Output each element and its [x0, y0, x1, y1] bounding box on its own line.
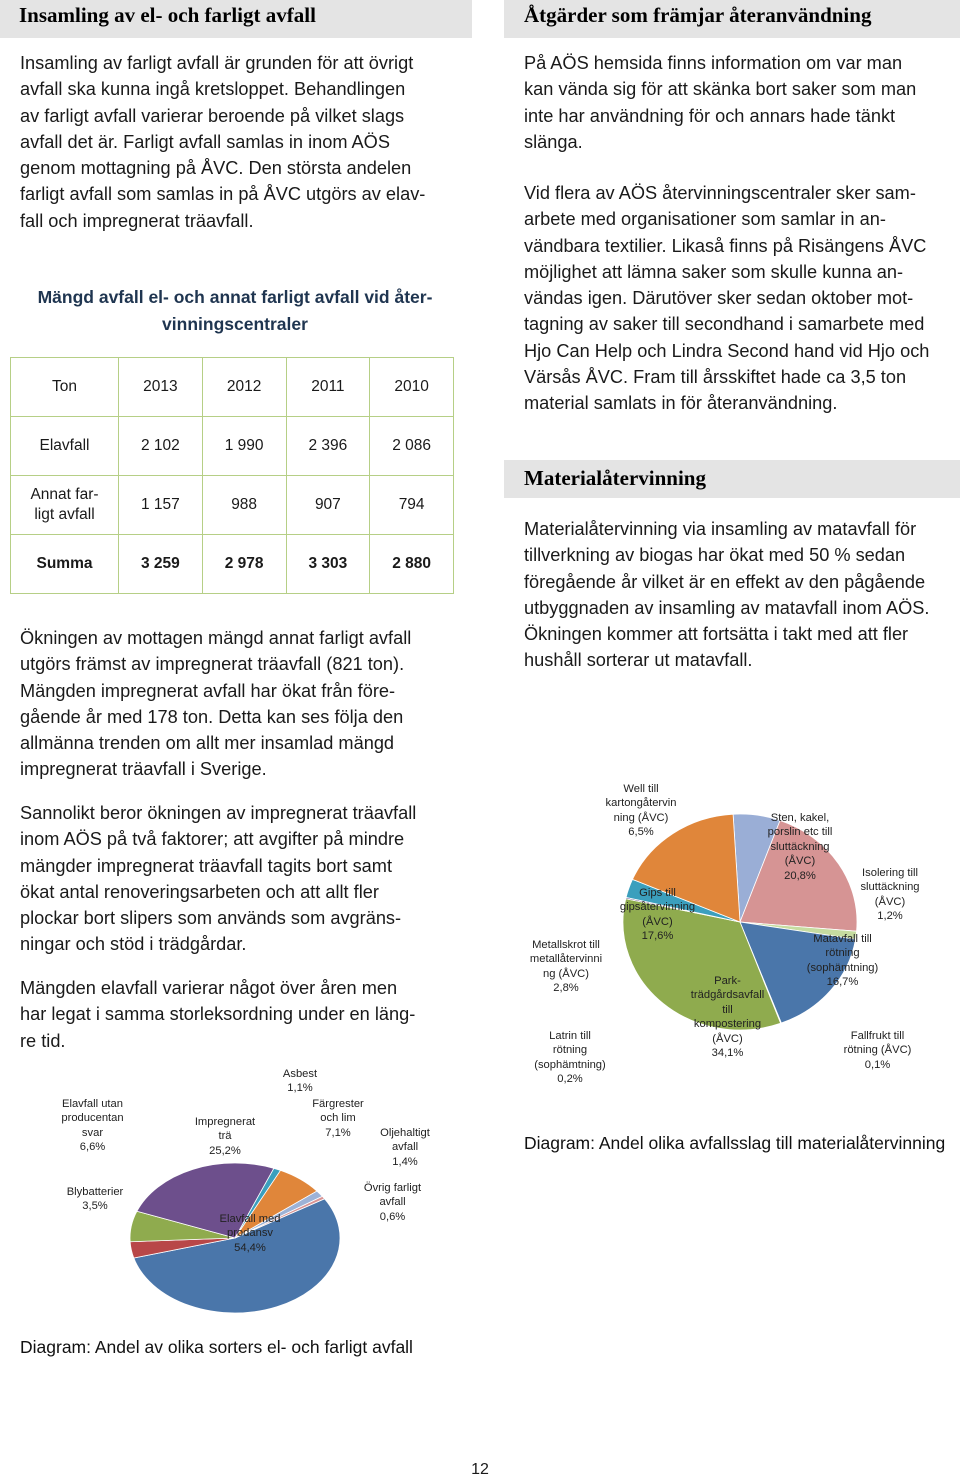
- table-cell: 2 396: [286, 417, 370, 476]
- pie-data-label-line: kartongåtervin: [605, 797, 677, 810]
- paragraph-website-info: [524, 50, 960, 155]
- text-line: vändbara textilier. Likaså finns på Risängens ÅVC: [524, 235, 927, 256]
- pie-data-label-line: 0,6%: [379, 1210, 406, 1223]
- pie-data-label-line: 0,1%: [864, 1058, 891, 1071]
- pie-data-label-line: Impregnerat: [194, 1116, 256, 1128]
- text-line: plockar bort slipers som används som avgräns-: [20, 908, 402, 929]
- table-cell: 1 157: [119, 476, 203, 535]
- pie-data-label-line: (sophämtning): [534, 1058, 606, 1071]
- pie-data-label-line: 2,8%: [553, 982, 579, 995]
- pie-data-label-line: producentan: [61, 1112, 124, 1125]
- text-line: gående år med 178 ton. Detta kan ses följa den: [20, 706, 404, 727]
- text-line: av farligt avfall varierar beroende på vilket slags: [20, 105, 405, 126]
- pie-data-label-line: rötning: [552, 1044, 588, 1057]
- text-line: Vid flera av AÖS återvinningscentraler sker sam-: [524, 183, 916, 203]
- section-heading-farligt-avfall: Insamling av el- och farligt avfall: [0, 0, 472, 38]
- text-line: föregående år vilket är en effekt av den pågående: [524, 571, 926, 592]
- pie-data-label-line: Gips till: [639, 887, 676, 899]
- pie-data-label-line: svar: [81, 1126, 104, 1139]
- pie-data-label: [596, 782, 686, 840]
- pie-data-label-line: gipsåtervinning: [619, 901, 696, 914]
- table-row-label: Summa: [11, 535, 119, 594]
- pie-data-label-line: till: [722, 1003, 733, 1016]
- text-line: avfall det är. Farligt avfall samlas in inom AÖS: [20, 131, 390, 152]
- table-cell: 988: [202, 476, 286, 535]
- text-line: tillverkning av biogas har ökat med 50 % sedan: [524, 545, 906, 566]
- pie-data-label-line: trädgårdsavfall: [690, 989, 765, 1002]
- text-line: impregnerat träavfall i Sverige.: [20, 759, 267, 780]
- text-line: Ökningen av mottagen mängd annat farligt avfall: [20, 628, 412, 648]
- text-line: genom mottagning på ÅVC. Den största andelen: [20, 158, 412, 179]
- text-line: re tid.: [20, 1030, 66, 1051]
- text-line: Sannolikt beror ökningen av impregnerat träavfall: [20, 803, 417, 823]
- pie-data-label-line: Elavfall utan: [62, 1098, 123, 1110]
- paragraph-cooperation: [524, 180, 960, 417]
- pie-data-label-line: porslin etc till: [767, 826, 833, 839]
- text-line: slänga.: [524, 131, 583, 152]
- pie-data-label: [522, 938, 610, 996]
- pie-data-label-line: ng (ÅVC): [542, 967, 589, 980]
- pie-data-label-line: sluttäckning: [770, 840, 830, 853]
- pie-data-label: [850, 866, 930, 924]
- pie-data-label-line: Asbest: [282, 1068, 318, 1080]
- table-header-cell: 2011: [286, 358, 370, 417]
- text-line: inte har användning för och annars hade tänkt: [524, 105, 896, 126]
- table-header-cell: 2010: [370, 358, 454, 417]
- table-header-row: [11, 358, 454, 417]
- chart-caption-hazardous: Diagram: Andel av olika sorters el- och farligt avfall: [20, 1337, 413, 1357]
- table-header-cell: 2012: [202, 358, 286, 417]
- text-line: utbyggnaden av insamling av matavfall inom AÖS.: [524, 597, 930, 618]
- text-line: har legat i samma storleksordning under en läng-: [20, 1004, 416, 1025]
- pie-data-label-line: prodansv: [226, 1227, 274, 1240]
- pie-data-label: [835, 1029, 920, 1072]
- text-line: Insamling av farligt avfall är grunden för att övrigt: [20, 53, 414, 73]
- table-row-label: Elavfall: [11, 417, 119, 476]
- pie-data-label-line: 1,2%: [877, 910, 903, 923]
- pie-data-label-line: Park-: [714, 975, 741, 987]
- table-row: [11, 417, 454, 476]
- pie-data-label-line: och lim: [320, 1112, 356, 1125]
- table-cell: 3 259: [119, 535, 203, 594]
- pie-data-label-line: (ÅVC): [642, 915, 673, 928]
- text-line: mängder impregnerat träavfall tagits bort samt: [20, 855, 393, 876]
- pie-data-label: [530, 1029, 610, 1087]
- text-line: kan vända sig för att skänka bort saker som man: [524, 79, 917, 100]
- table-cell: 3 303: [286, 535, 370, 594]
- table-row-summary: [11, 535, 454, 594]
- pie-data-label-line: 7,1%: [325, 1126, 351, 1139]
- waste-amount-table: [10, 357, 454, 594]
- text-line: arbete med organisationer som samlar in an-: [524, 209, 886, 230]
- pie-data-label: [365, 1126, 445, 1169]
- table-row-label: [11, 476, 119, 535]
- text-line: ökat antal renoveringsarbeten och att allt fler: [20, 881, 379, 902]
- pie-data-label-line: 6,5%: [628, 826, 654, 839]
- section-heading-reuse: Åtgärder som främjar återanvändning: [504, 0, 960, 38]
- table-header-cell: 2013: [119, 358, 203, 417]
- pie-data-label-line: 1,4%: [392, 1155, 418, 1168]
- pie-data-label-line: Övrig farligt: [363, 1182, 422, 1194]
- pie-data-label: [760, 811, 840, 883]
- table-header-cell: Ton: [11, 358, 119, 417]
- table-row: [11, 476, 454, 535]
- text-line: Ökningen kommer att fortsätta i takt med att fler: [524, 624, 909, 645]
- pie-data-label-line: Färgrester: [312, 1098, 364, 1110]
- pie-data-label-line: 25,2%: [209, 1144, 241, 1157]
- table-cell: 1 990: [202, 417, 286, 476]
- table-cell: 2 880: [370, 535, 454, 594]
- pie-data-label: [615, 886, 700, 944]
- table-cell: 2 978: [202, 535, 286, 594]
- pie-data-label-line: (sophämtning): [806, 961, 879, 974]
- text-line: material samlats in för återanvändning.: [524, 393, 838, 414]
- page-number: 12: [471, 1461, 489, 1478]
- pie-data-label-line: rötning (ÅVC): [843, 1044, 912, 1057]
- pie-data-label-line: (ÅVC): [784, 855, 816, 868]
- pie-data-label-line: 16,7%: [826, 976, 859, 989]
- paragraph-electronic-waste: [20, 975, 470, 1054]
- paragraph-material-recycling: [524, 516, 960, 674]
- pie-data-label-line: Elavfall med: [219, 1213, 281, 1225]
- text-line: tagning av saker till secondhand i samarbete med: [524, 314, 925, 335]
- table-title: [20, 284, 450, 337]
- pie-data-label-line: avfall: [391, 1141, 419, 1154]
- text-line: möjlighet att lämna saker som skulle kunna an-: [524, 261, 904, 282]
- text-line: Värsås ÅVC. Fram till årsskiftet hade ca 3,5 ton: [524, 367, 907, 388]
- chart-caption-material: Diagram: Andel olika avfallsslag till materialåtervinning: [524, 1133, 946, 1153]
- pie-data-label-line: (ÅVC): [712, 1032, 743, 1045]
- pie-data-label: [800, 932, 885, 990]
- text-line: farligt avfall som samlas in på ÅVC utgörs av elav-: [20, 184, 426, 205]
- table-cell: 794: [370, 476, 454, 535]
- text-line: På AÖS hemsida finns information om var man: [524, 53, 903, 73]
- pie-data-label: [180, 1115, 270, 1158]
- pie-data-label-line: Matavfall till: [813, 933, 872, 945]
- table-title-line: vinningscentraler: [162, 313, 308, 334]
- pie-data-label-line: Latrin till: [549, 1030, 591, 1042]
- pie-data-label-line: metallåtervinni: [529, 953, 603, 966]
- pie-data-label-line: Fallfrukt till: [850, 1030, 905, 1042]
- table-row-label-line: ligt avfall: [34, 506, 95, 523]
- pie-data-label-line: Well till: [623, 783, 659, 795]
- pie-data-label: [55, 1185, 135, 1214]
- paragraph-impregnated-wood: [20, 625, 470, 783]
- pie-data-label-line: Isolering till: [862, 867, 918, 879]
- pie-data-label-line: 34,1%: [711, 1047, 744, 1060]
- text-line: allmänna trenden om allt mer insamlad mängd: [20, 733, 395, 754]
- pie-data-label: [350, 1181, 435, 1224]
- text-line: hushåll sorterar ut matavfall.: [524, 650, 753, 671]
- pie-data-label-line: 0,2%: [557, 1073, 583, 1086]
- pie-data-label-line: 54,4%: [234, 1241, 266, 1254]
- pie-data-label-line: Metallskrot till: [532, 939, 600, 951]
- table-title-line: Mängd avfall el- och annat farligt avfall vid åter-: [37, 287, 433, 307]
- text-line: fall och impregnerat träavfall.: [20, 210, 254, 231]
- text-line: Mängden impregnerat avfall har ökat från före-: [20, 680, 396, 701]
- pie-data-label: [50, 1097, 135, 1155]
- table-cell: 2 102: [119, 417, 203, 476]
- table-cell: 2 086: [370, 417, 454, 476]
- text-line: Materialåtervinning via insamling av matavfall för: [524, 519, 917, 539]
- pie-data-label-line: avfall: [379, 1196, 406, 1209]
- pie-data-label-line: Sten, kakel,: [770, 812, 830, 824]
- pie-data-label-line: 1,1%: [287, 1082, 313, 1095]
- pie-data-label-line: Blybatterier: [66, 1186, 124, 1198]
- pie-data-label-line: 20,8%: [784, 869, 816, 882]
- pie-data-label-line: kompostering: [693, 1018, 762, 1031]
- pie-data-label: [205, 1212, 295, 1255]
- text-line: avfall ska kunna ingå kretsloppet. Behandlingen: [20, 79, 406, 100]
- pie-data-label-line: Oljehaltigt: [380, 1127, 430, 1139]
- section-heading-material-recycling: Materialåtervinning: [504, 460, 960, 498]
- table-row-label-line: Annat far-: [30, 486, 99, 503]
- paragraph-reasons: [20, 800, 470, 958]
- pie-data-label-line: 6,6%: [79, 1141, 106, 1154]
- intro-paragraph: [20, 50, 470, 234]
- text-line: vändas igen. Därutöver sker sedan oktober mot-: [524, 288, 914, 309]
- pie-data-label: [680, 974, 775, 1060]
- pie-data-label-line: 17,6%: [641, 930, 674, 943]
- pie-data-label-line: rötning: [825, 947, 860, 960]
- pie-data-label-line: ning (ÅVC): [613, 811, 669, 824]
- text-line: inom AÖS på två faktorer; att avgifter på mindre: [20, 829, 405, 850]
- pie-data-label-line: (ÅVC): [874, 895, 906, 908]
- pie-data-label-line: trä: [218, 1130, 232, 1143]
- text-line: utgörs främst av impregnerat träavfall (821 ton).: [20, 654, 405, 675]
- text-line: Hjo Can Help och Lindra Second hand vid Hjo och: [524, 340, 930, 361]
- text-line: ningar och stöd i trädgårdar.: [20, 934, 247, 955]
- text-line: Mängden elavfall varierar något över åren men: [20, 978, 398, 998]
- table-cell: 907: [286, 476, 370, 535]
- pie-data-label-line: 3,5%: [82, 1200, 108, 1213]
- pie-data-label: [270, 1067, 330, 1096]
- pie-data-label-line: sluttäckning: [860, 881, 920, 894]
